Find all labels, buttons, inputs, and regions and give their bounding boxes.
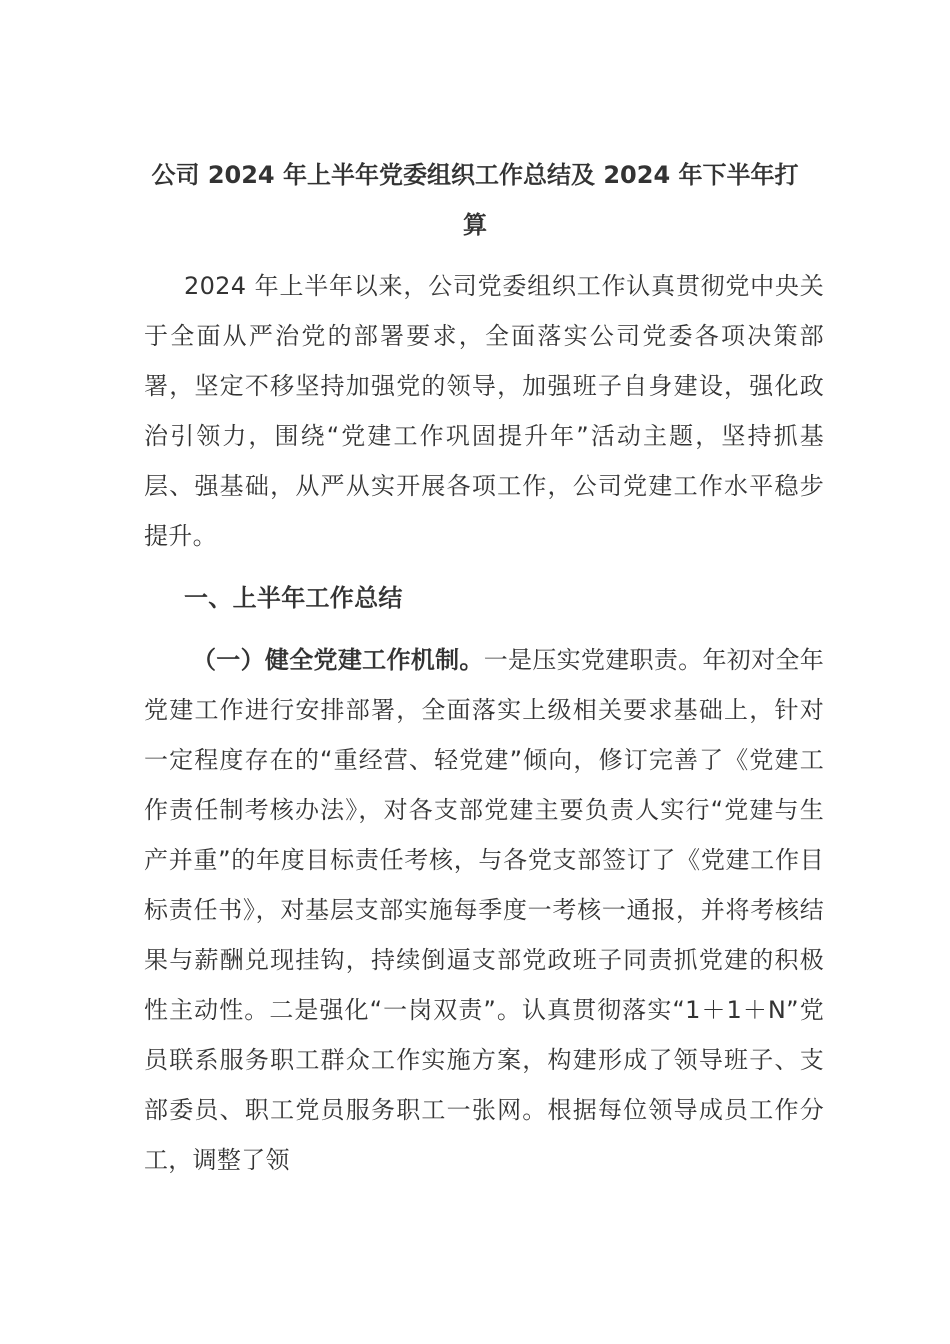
document-title: 公司 2024 年上半年党委组织工作总结及 2024 年下半年打算 [151,161,799,239]
subsection-paragraph [144,635,824,1185]
intro-paragraph: 2024 年上半年以来，公司党委组织工作认真贯彻党中央关于全面从严治党的部署要求，全面落实公司党委各项决策部署，坚定不移坚持加强党的领导，加强班子自身建设，强化政治引领力，围绕“党建工作巩固提升年”活动主题，坚持抓基层、强基础，从严从实开展各项工作，公司党建工作水平稳步提升。 [144,272,824,550]
subsection-text: 一是压实党建职责。年初对全年党建工作进行安排部署，全面落实上级相关要求基础上，针对一定程度存在的“重经营、轻党建”倾向，修订完善了《党建工作责任制考核办法》，对各支部党建主要负责人实行“党建与生产并重”的年度目标责任考核，与各党支部签订了《党建工作目标责任书》，对基层支部实施每季度一考核一通报，并将考核结果与薪酬兑现挂钩，持续倒逼支部党政班子同责抓党建的积极性主动性。二是强化“一岗双责”。认真贯彻落实“1＋1＋N”党员联系服务职工群众工作实施方案，构建形成了领导班子、支部委员、职工党员服务职工一张网。根据每位领导成员工作分工，调整了领 [144,646,824,1174]
section-heading: 一、上半年工作总结 [184,584,403,612]
subsection-heading: （一）健全党建工作机制。 [192,646,484,674]
